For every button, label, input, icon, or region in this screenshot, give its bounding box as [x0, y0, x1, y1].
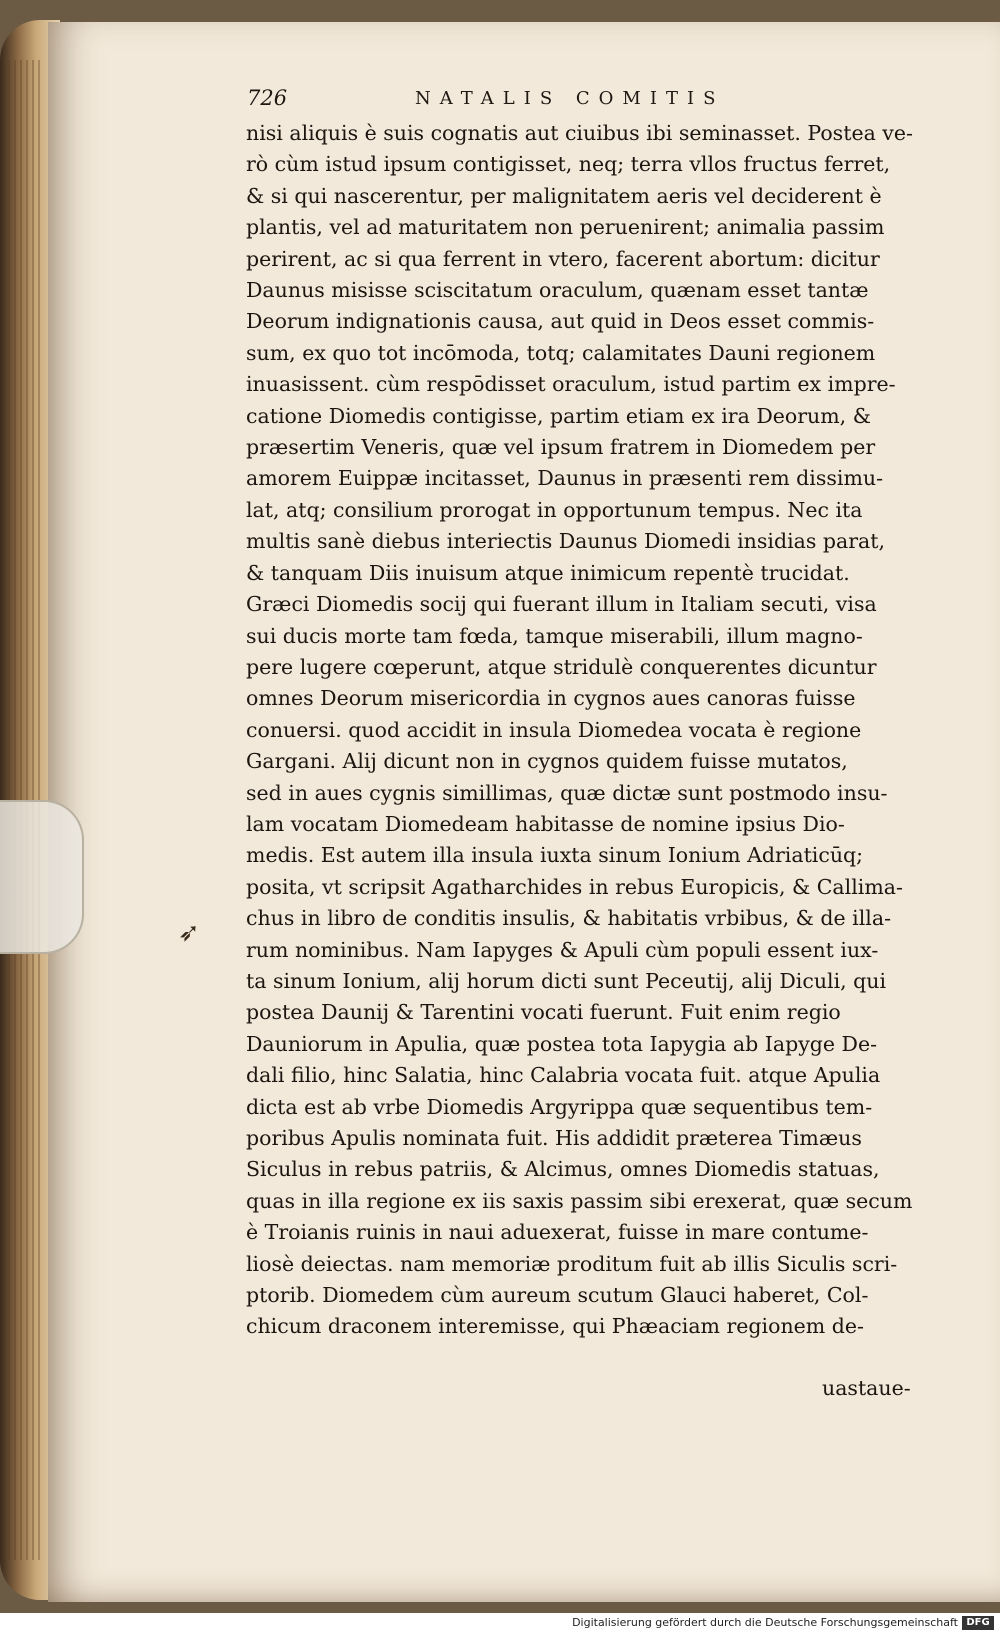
text-line: ptorib. Diomedem cùm aureum scutum Glauci haberet, Col-: [246, 1283, 869, 1308]
text-line: rò cùm istud ipsum contigisset, neq; terra vllos fructus ferret,: [246, 152, 891, 177]
text-line: præsertim Veneris, quæ vel ipsum fratrem in Diomedem per: [246, 435, 876, 460]
page-clip: [0, 800, 84, 954]
text-line: perirent, ac si qua ferrent in vtero, facerent abortum: dicitur: [246, 246, 880, 271]
body-text: [246, 118, 936, 1343]
text-line: nisi aliquis è suis cognatis aut ciuibus ibi seminasset. Postea ve-: [246, 121, 913, 145]
marginal-hand-mark: ➶: [178, 918, 200, 948]
running-head-title: NATALIS COMITIS: [415, 88, 725, 109]
text-line: è Troianis ruinis in naui aduexerat, fuisse in mare contume-: [246, 1220, 869, 1245]
text-line: lam vocatam Diomedeam habitasse de nomine ipsius Dio-: [246, 811, 845, 836]
text-line: medis. Est autem illa insula iuxta sinum Ionium Adriaticūq;: [246, 843, 864, 868]
footer: [0, 1613, 1000, 1634]
page-number: 726: [247, 86, 288, 110]
text-line: sum, ex quo tot incōmoda, totq; calamitates Dauni regionem: [246, 340, 876, 365]
text-line: plantis, vel ad maturitatem non peruenirent; animalia passim: [246, 215, 885, 240]
text-line: sed in aues cygnis simillimas, quæ dictæ sunt postmodo insu-: [246, 780, 888, 805]
text-line: Deorum indignationis causa, aut quid in Deos esset commis-: [246, 309, 875, 334]
dfg-logo: DFG: [962, 1616, 994, 1630]
text-line: ta sinum Ionium, alij horum dicti sunt Peceutij, alij Diculi, qui: [246, 968, 887, 993]
text-line: chicum draconem interemisse, qui Phæaciam regionem de-: [246, 1314, 864, 1339]
text-line: amorem Euippæ incitasset, Daunus in præsenti rem dissimu-: [246, 466, 884, 491]
text-line: Daunus misisse sciscitatum oraculum, quænam esset tantæ: [246, 278, 869, 303]
text-line: Dauniorum in Apulia, quæ postea tota Iapygia ab Iapyge De-: [246, 1031, 878, 1056]
text-line: posita, vt scripsit Agatharchides in rebus Europicis, & Callima-: [246, 874, 903, 899]
running-head: [247, 86, 807, 116]
text-line: liosè deiectas. nam memoriæ proditum fuit ab illis Siculis scri-: [246, 1251, 898, 1276]
text-line: sui ducis morte tam fœda, tamque miserabili, illum magno-: [246, 623, 863, 648]
text-line: pere lugere cœperunt, atque stridulè conquerentes dicuntur: [246, 654, 877, 679]
text-line: dali filio, hinc Salatia, hinc Calabria vocata fuit. atque Apulia: [246, 1063, 881, 1088]
text-line: inuasissent. cùm respōdisset oraculum, istud partim ex impre-: [246, 372, 896, 397]
text-line: & tanquam Diis inuisum atque inimicum repentè trucidat.: [246, 560, 850, 585]
text-line: quas in illa regione ex iis saxis passim sibi erexerat, quæ secum: [246, 1188, 913, 1213]
text-line: poribus Apulis nominata fuit. His addidit præterea Timæus: [246, 1126, 862, 1150]
text-line: chus in libro de conditis insulis, & habitatis vrbibus, & de illa-: [246, 906, 891, 931]
text-line: rum nominibus. Nam Iapyges & Apuli cùm populi essent iux-: [246, 937, 879, 962]
text-line: multis sanè diebus interiectis Daunus Diomedi insidias parat,: [246, 529, 886, 554]
text-line: Gargani. Alij dicunt non in cygnos quidem fuisse mutatos,: [246, 749, 848, 774]
funding-credit: Digitalisierung gefördert durch die Deutsche Forschungsgemeinschaft: [572, 1616, 958, 1629]
text-line: dicta est ab vrbe Diomedis Argyrippa quæ sequentibus tem-: [246, 1094, 873, 1119]
text-line: Siculus in rebus patriis, & Alcimus, omnes Diomedis statuas,: [246, 1157, 880, 1182]
text-line: Græci Diomedis socij qui fuerant illum in Italiam secuti, visa: [246, 592, 877, 617]
catchword: uastaue-: [822, 1376, 911, 1400]
text-line: catione Diomedis contigisse, partim etiam ex ira Deorum, &: [246, 403, 871, 428]
text-line: conuersi. quod accidit in insula Diomedea vocata è regione: [246, 717, 862, 742]
text-line: omnes Deorum misericordia in cygnos aues canoras fuisse: [246, 686, 856, 711]
text-line: lat, atq; consilium prorogat in opportunum tempus. Nec ita: [246, 497, 863, 522]
text-line: & si qui nascerentur, per malignitatem aeris vel deciderent è: [246, 183, 882, 208]
text-line: postea Daunij & Tarentini vocati fuerunt. Fuit enim regio: [246, 1000, 841, 1025]
